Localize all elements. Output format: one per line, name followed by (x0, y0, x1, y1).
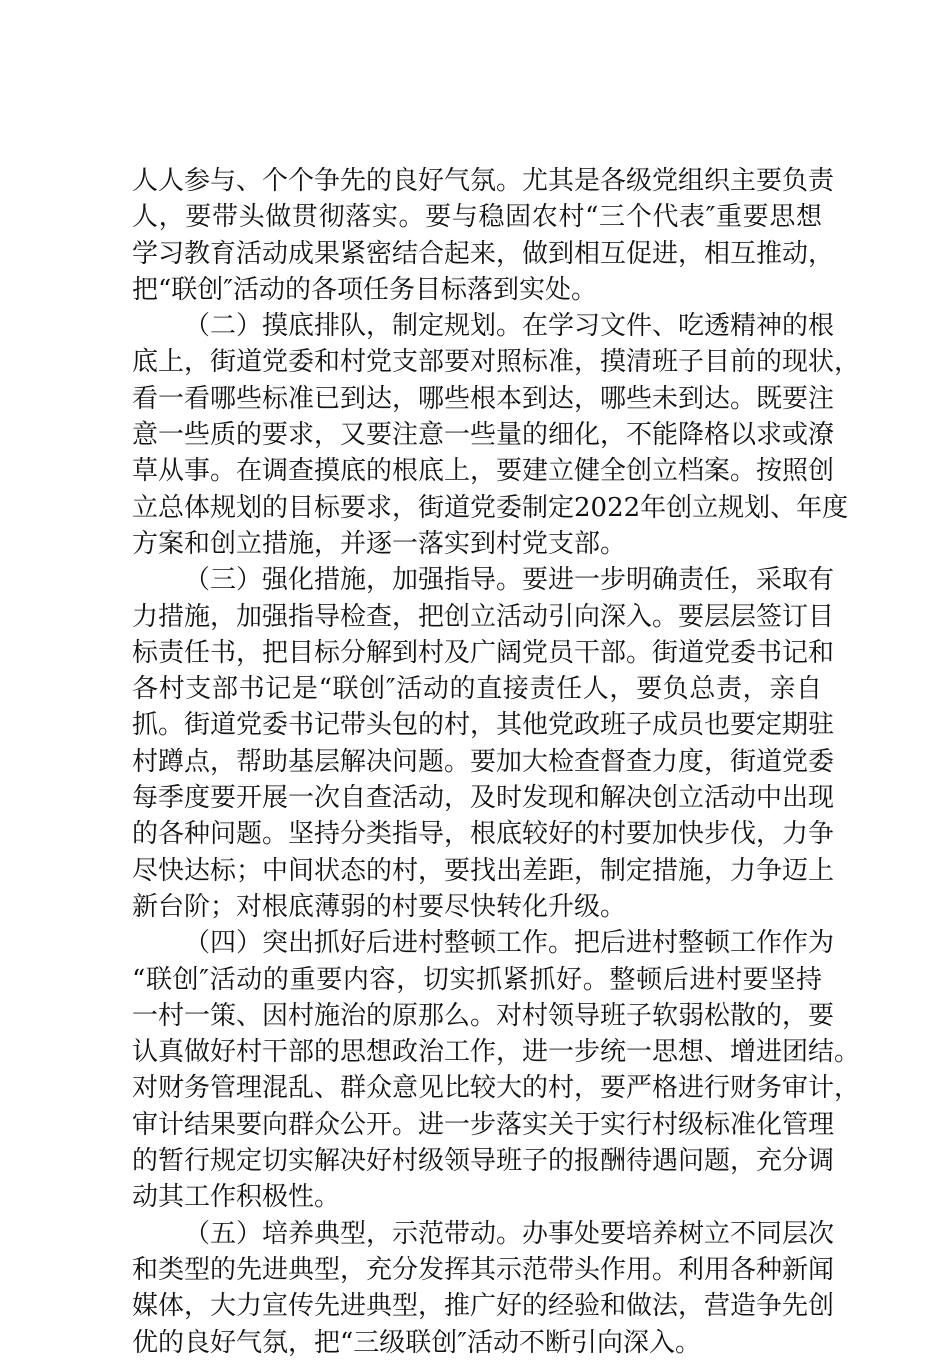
text-line: 和类型的先进典型，充分发挥其示范带头作用。利用各种新闻 (132, 1254, 835, 1285)
text-line: 方案和创立措施，并逐一落实到村党支部。 (132, 528, 627, 559)
document-body (132, 163, 861, 1361)
text-line: 立总体规划的目标要求，街道党委制定2022年创立规划、年度 (132, 492, 849, 523)
text-line: 认真做好村干部的思想政治工作，进一步统一思想、增进团结。 (132, 1037, 861, 1068)
text-line: 各村支部书记是“联创″活动的直接责任人，要负总责，亲自 (132, 674, 822, 705)
paragraph-first-line: （五）培养典型，示范带动。办事处要培养树立不同层次 (184, 1218, 835, 1249)
paragraph-first-line: （三）强化措施，加强指导。要进一步明确责任，采取有 (184, 565, 835, 596)
text-line: 的暂行规定切实解决好村级领导班子的报酬待遇问题，充分调 (132, 1146, 835, 1177)
text-line: “联创″活动的重要内容，切实抓紧抓好。整顿后进村要坚持 (132, 964, 822, 995)
paragraph-first-line: （二）摸底排队，制定规划。在学习文件、吃透精神的根 (184, 311, 835, 342)
text-line: 新台阶；对根底薄弱的村要尽快转化升级。 (132, 891, 627, 922)
text-line: 力措施，加强指导检查，把创立活动引向深入。要层层签订目 (132, 601, 835, 632)
text-line: 草从事。在调查摸底的根底上，要建立健全创立档案。按照创 (132, 456, 835, 487)
paragraph-first-line: （四）突出抓好后进村整顿工作。把后进村整顿工作作为 (184, 928, 835, 959)
text-line: 学习教育活动成果紧密结合起来，做到相互促进，相互推动， (132, 238, 835, 269)
text-line: 动其工作积极性。 (132, 1182, 341, 1213)
text-line: 人人参与、个个争先的良好气氛。尤其是各级党组织主要负责 (132, 166, 835, 196)
text-line: 优的良好气氛，把“三级联创″活动不断引向深入。 (132, 1327, 702, 1358)
text-line: 媒体，大力宣传先进典型，推广好的经验和做法，营造争先创 (132, 1291, 835, 1322)
text-line: 底上，街道党委和村党支部要对照标准，摸清班子目前的现状， (132, 347, 861, 378)
text-line: 审计结果要向群众公开。进一步落实关于实行村级标准化管理 (132, 1109, 835, 1140)
text-line: 每季度要开展一次自查活动，及时发现和解决创立活动中出现 (132, 783, 835, 814)
text-line: 村蹲点，帮助基层解决问题。要加大检查督查力度，街道党委 (132, 746, 835, 777)
text-line: 的各种问题。坚持分类指导，根底较好的村要加快步伐，力争 (132, 819, 835, 850)
text-line: 抓。街道党委书记带头包的村，其他党政班子成员也要定期驻 (132, 710, 835, 741)
text-line: 对财务管理混乱、群众意见比较大的村，要严格进行财务审计， (132, 1073, 861, 1104)
text-line: 看一看哪些标准已到达，哪些根本到达，哪些未到达。既要注 (132, 383, 835, 414)
text-line: 人，要带头做贯彻落实。要与稳固农村“三个代表″重要思想 (132, 202, 822, 233)
text-line: 尽快达标；中间状态的村，要找出差距，制定措施，力争迈上 (132, 855, 835, 886)
text-line: 意一些质的要求，又要注意一些量的细化，不能降格以求或潦 (132, 420, 835, 451)
text-line: 把“联创″活动的各项任务目标落到实处。 (132, 274, 598, 305)
text-line: 一村一策、因村施治的原那么。对村领导班子软弱松散的，要 (132, 1000, 835, 1031)
text-line: 标责任书，把目标分解到村及广阔党员干部。街道党委书记和 (132, 637, 835, 668)
